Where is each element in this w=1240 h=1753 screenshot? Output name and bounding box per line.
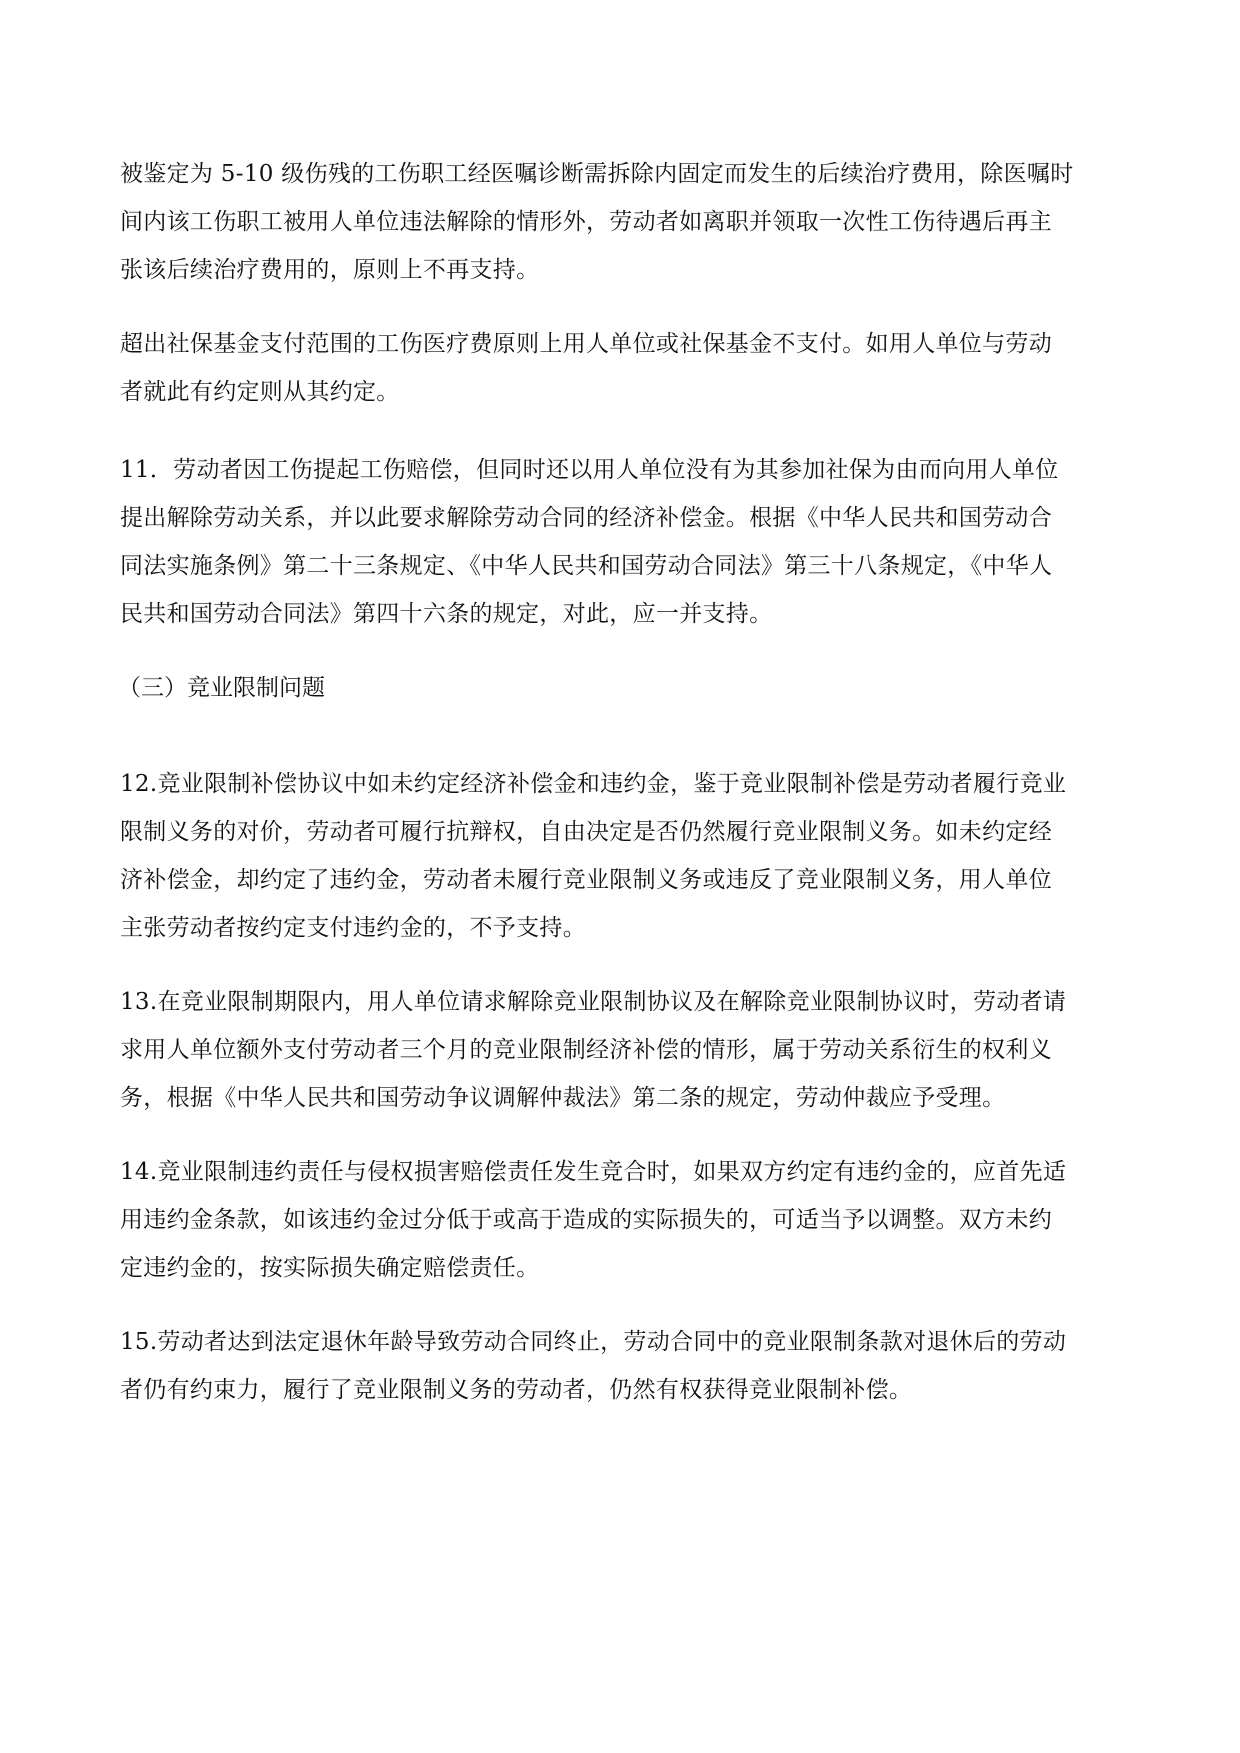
- text-line: 张该后续治疗费用的，原则上不再支持。: [120, 257, 540, 283]
- text-line: 务，根据《中华人民共和国劳动争议调解仲裁法》第二条的规定，劳动仲裁应予受理。: [120, 1085, 1006, 1111]
- text-line: 者就此有约定则从其约定。: [120, 379, 400, 405]
- text-line: 14.竞业限制违约责任与侵权损害赔偿责任发生竞合时，如果双方约定有违约金的，应首先适: [120, 1159, 1067, 1185]
- text-line: 同法实施条例》第二十三条规定、《中华人民共和国劳动合同法》第三十八条规定，《中华人: [120, 553, 1053, 579]
- text-line: 11．劳动者因工伤提起工伤赔偿，但同时还以用人单位没有为其参加社保为由而向用人单位: [120, 457, 1059, 483]
- text-line: 提出解除劳动关系，并以此要求解除劳动合同的经济补偿金。根据《中华人民共和国劳动合: [120, 505, 1052, 531]
- text-line: 民共和国劳动合同法》第四十六条的规定，对此，应一并支持。: [120, 601, 773, 627]
- text-line: 间内该工伤职工被用人单位违法解除的情形外，劳动者如离职并领取一次性工伤待遇后再主: [120, 209, 1052, 235]
- text-line: 主张劳动者按约定支付违约金的，不予支持。: [120, 915, 586, 941]
- paragraph-item-12: [120, 760, 1130, 952]
- paragraph-medical-costs: [120, 320, 1130, 416]
- paragraph-item-11: [120, 446, 1130, 638]
- text-line: 者仍有约束力，履行了竞业限制义务的劳动者，仍然有权获得竞业限制补偿。: [120, 1377, 913, 1403]
- text-line: 限制义务的对价，劳动者可履行抗辩权，自由决定是否仍然履行竞业限制义务。如未约定经: [120, 819, 1052, 845]
- paragraph-item-14: [120, 1148, 1130, 1292]
- section-heading: （三）竞业限制问题: [118, 675, 325, 701]
- text-line: 超出社保基金支付范围的工伤医疗费原则上用人单位或社保基金不支付。如用人单位与劳动: [120, 331, 1052, 357]
- paragraph-follow-up-treatment: [120, 150, 1130, 294]
- paragraph-item-13: [120, 978, 1130, 1122]
- text-line: 用违约金条款，如该违约金过分低于或高于造成的实际损失的，可适当予以调整。双方未约: [120, 1207, 1052, 1233]
- text-line: 求用人单位额外支付劳动者三个月的竞业限制经济补偿的情形，属于劳动关系衍生的权利义: [120, 1037, 1052, 1063]
- text-line: 15.劳动者达到法定退休年龄导致劳动合同终止，劳动合同中的竞业限制条款对退休后的劳动: [120, 1329, 1067, 1355]
- text-line: 13.在竞业限制期限内，用人单位请求解除竞业限制协议及在解除竞业限制协议时，劳动者请: [120, 989, 1067, 1015]
- paragraph-item-15: [120, 1318, 1130, 1414]
- text-line: 定违约金的，按实际损失确定赔偿责任。: [120, 1255, 540, 1281]
- text-line: 12.竞业限制补偿协议中如未约定经济补偿金和违约金，鉴于竞业限制补偿是劳动者履行竞业: [120, 771, 1067, 797]
- text-line: 被鉴定为 5-10 级伤残的工伤职工经医嘱诊断需拆除内固定而发生的后续治疗费用，除医嘱时: [120, 161, 1074, 187]
- text-line: 济补偿金，却约定了违约金，劳动者未履行竞业限制义务或违反了竞业限制义务，用人单位: [120, 867, 1052, 893]
